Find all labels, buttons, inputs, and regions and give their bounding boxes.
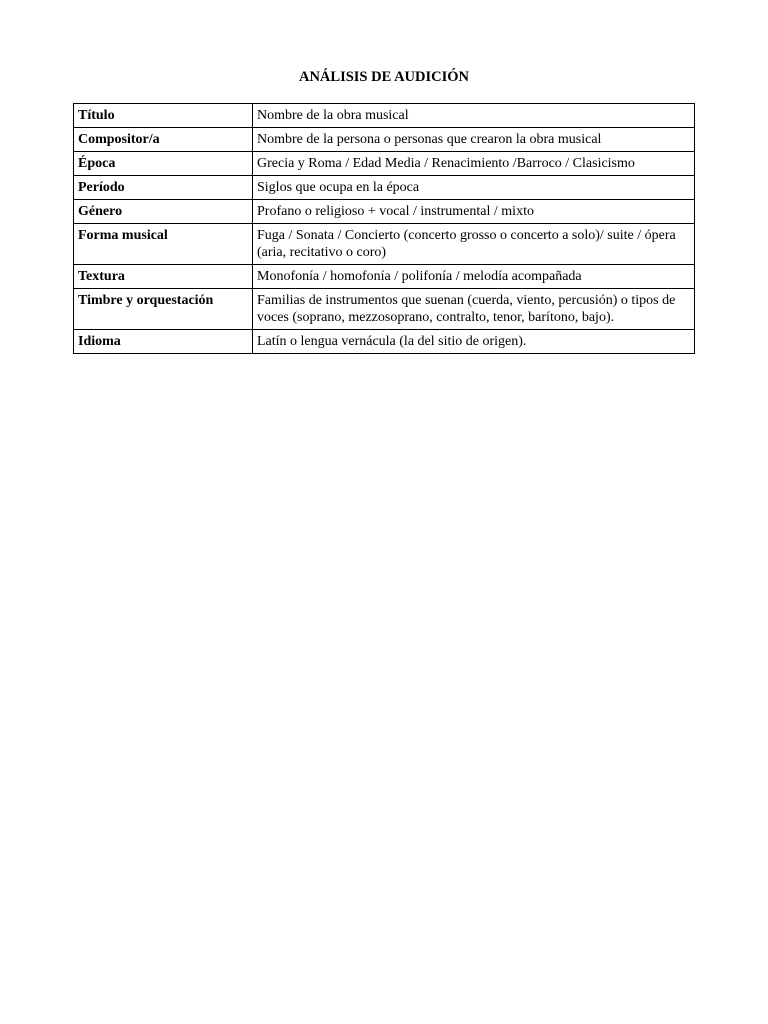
table-row-epoca xyxy=(74,152,695,176)
table-row-compositor xyxy=(74,128,695,152)
table-row-forma-musical xyxy=(74,224,695,265)
row-value: Latín o lengua vernácula (la del sitio de origen). xyxy=(253,330,695,354)
row-label: Título xyxy=(74,104,253,128)
table-row-textura xyxy=(74,265,695,289)
table-row-titulo xyxy=(74,104,695,128)
table-row-idioma xyxy=(74,330,695,354)
row-label: Textura xyxy=(74,265,253,289)
row-value: Profano o religioso + vocal / instrumental / mixto xyxy=(253,200,695,224)
row-label: Compositor/a xyxy=(74,128,253,152)
row-value: Nombre de la obra musical xyxy=(253,104,695,128)
row-label: Timbre y orquestación xyxy=(74,289,253,330)
table-row-periodo xyxy=(74,176,695,200)
row-label: Época xyxy=(74,152,253,176)
row-label: Idioma xyxy=(74,330,253,354)
row-value: Nombre de la persona o personas que crearon la obra musical xyxy=(253,128,695,152)
row-label: Período xyxy=(74,176,253,200)
row-value: Grecia y Roma / Edad Media / Renacimiento /Barroco / Clasicismo xyxy=(253,152,695,176)
row-value: Siglos que ocupa en la época xyxy=(253,176,695,200)
row-value: Fuga / Sonata / Concierto (concerto grosso o concerto a solo)/ suite / ópera (aria, recitativo o coro) xyxy=(253,224,695,265)
table-row-timbre xyxy=(74,289,695,330)
row-label: Género xyxy=(74,200,253,224)
row-label: Forma musical xyxy=(74,224,253,265)
table-row-genero xyxy=(74,200,695,224)
row-value: Monofonía / homofonía / polifonía / melodía acompañada xyxy=(253,265,695,289)
analysis-table xyxy=(73,103,695,354)
page-title: ANÁLISIS DE AUDICIÓN xyxy=(298,69,469,85)
row-value: Familias de instrumentos que suenan (cuerda, viento, percusión) o tipos de voces (soprano, mezzosoprano, contralto, tenor, barítono, bajo). xyxy=(253,289,695,330)
